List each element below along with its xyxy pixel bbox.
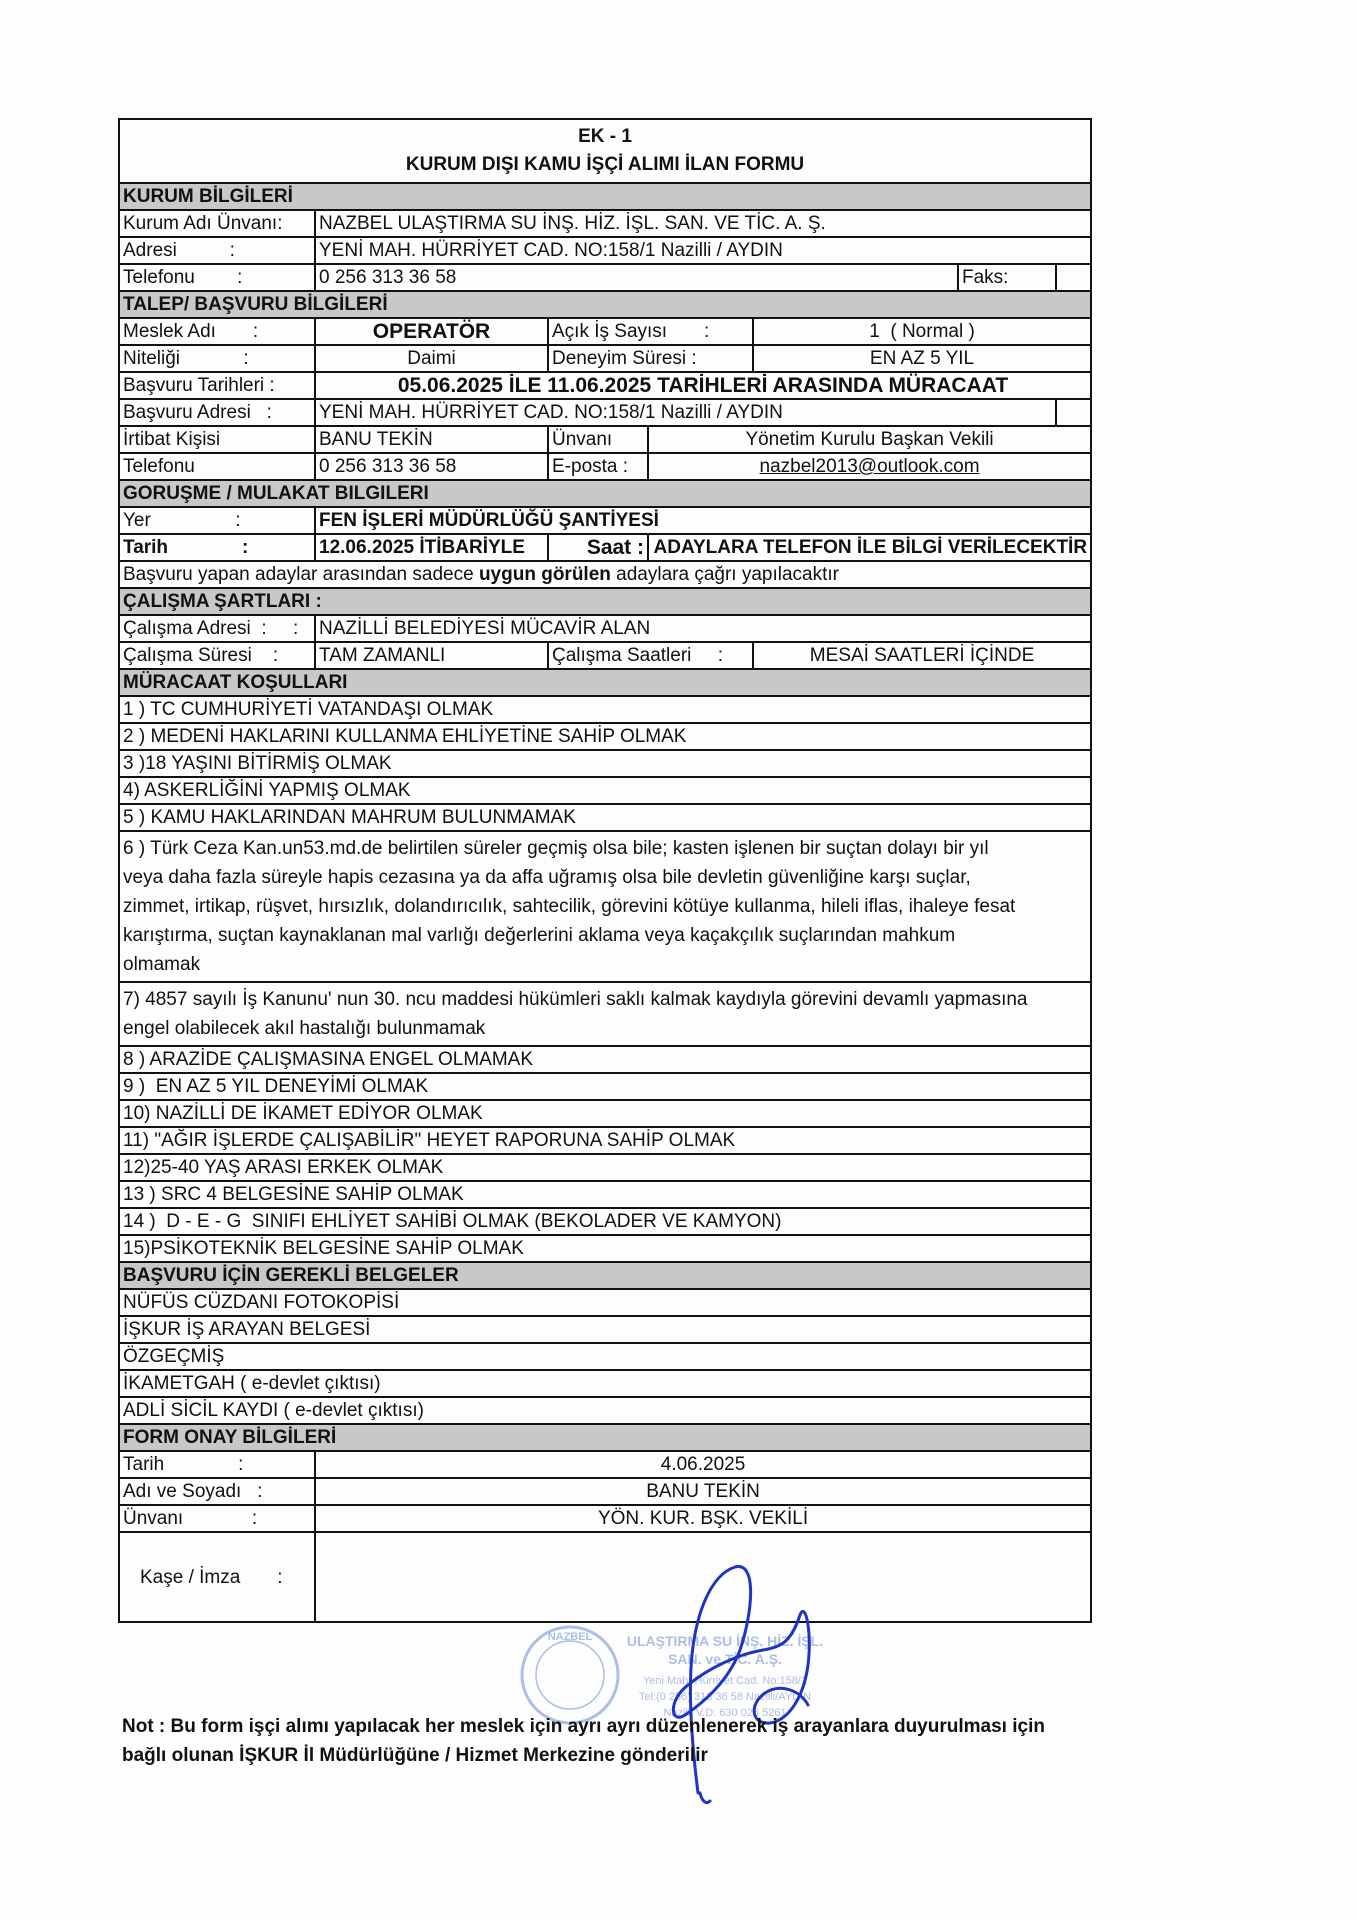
page-title: KURUM DIŞI KAMU İŞÇİ ALIMI İLAN FORMU [405,154,805,175]
muracaat-item: 14 ) D - E - G SINIFI EHLİYET SAHİBİ OLMAK (BEKOLADER VE KAMYON) [119,1208,1091,1235]
stamp-line-6: Nazilli V.D. 630 026 5261 [663,1707,787,1719]
muracaat-item: 15)PSİKOTEKNİK BELGESİNE SAHİP OLMAK [119,1235,1091,1262]
stamp-line-2: ULAŞTIRMA SU İNŞ. HİZ. İŞL. [626,1633,824,1649]
muracaat-item: 3 )18 YAŞINI BİTİRMİŞ OLMAK [119,750,1091,777]
acik-is-label: Açık İş Sayısı : [548,318,753,345]
meslek-label: Meslek Adı : [119,318,315,345]
gorusme-yer-label: Yer : [119,507,315,534]
kurum-adres-label: Adresi : [119,237,315,264]
muracaat-item: 12)25-40 YAŞ ARASI ERKEK OLMAK [119,1154,1091,1181]
onay-unvan-label: Ünvanı : [119,1505,315,1532]
section-belgeler: BAŞVURU İÇİN GEREKLİ BELGELER [119,1262,1091,1289]
meslek-value: OPERATÖR [315,318,548,345]
section-talep: TALEP/ BAŞVURU BİLGİLERİ [119,291,1091,318]
gorusme-note [119,561,1091,588]
muracaat-item: 5 ) KAMU HAKLARINDAN MAHRUM BULUNMAMAK [119,804,1091,831]
basvuru-adres-empty [1056,399,1091,426]
muracaat-item: 4) ASKERLİĞİNİ YAPMIŞ OLMAK [119,777,1091,804]
calisma-sure-label: Çalışma Süresi : [119,642,315,669]
basvuru-adres-value: YENİ MAH. HÜRRİYET CAD. NO:158/1 Nazilli / AYDIN [315,399,1056,426]
calisma-saat-value: MESAİ SAATLERİ İÇİNDE [753,642,1091,669]
acik-is-value: 1 ( Normal ) [753,318,1091,345]
section-calisma: ÇALIŞMA ŞARTLARI : [119,588,1091,615]
onay-tarih-label: Tarih : [119,1451,315,1478]
calisma-adres-label: Çalışma Adresi : : [119,615,315,642]
muracaat-item: 6 ) Türk Ceza Kan.un53.md.de belirtilen süreler geçmiş olsa bile; kasten işlenen bir suçtan dolayı bir yıl veya daha fazla süreyle hapis cezasına ya da affa uğramış olsa bile devletin güvenliğine karşı suçlar, zimmet, irtikap, rüşvet, hırsızlık, dolandırıcılık, sahtecilik, görevini kötüye kullanma, hileli iflas, ihaleye fesat karıştırma, suçtan kaynaklanan mal varlığı değerlerini aklama veya kaçakçılık suçlarından mahkum olmamak [119,831,1091,982]
muracaat-item: 9 ) EN AZ 5 YIL DENEYİMİ OLMAK [119,1073,1091,1100]
irtibat-unvan-value: Yönetim Kurulu Başkan Vekili [648,426,1091,453]
deneyim-value: EN AZ 5 YIL [753,345,1091,372]
section-onay: FORM ONAY BİLGİLERİ [119,1424,1091,1451]
eposta-label: E-posta : [548,453,648,480]
gorusme-saat-value: ADAYLARA TELEFON İLE BİLGİ VERİLECEKTİR [648,534,1091,561]
kurum-unvan-label: Kurum Adı Ünvanı: [119,210,315,237]
deneyim-label: Deneyim Süresi : [548,345,753,372]
calisma-adres-value: NAZİLLİ BELEDİYESİ MÜCAVİR ALAN [315,615,1091,642]
section-muracaat: MÜRACAAT KOŞULLARI [119,669,1091,696]
gorusme-yer-value: FEN İŞLERİ MÜDÜRLÜĞÜ ŞANTİYESİ [315,507,1091,534]
onay-ad-label: Adı ve Soyadı : [119,1478,315,1505]
belge-item: ÖZGEÇMİŞ [119,1343,1091,1370]
onay-ad-value: BANU TEKİN [315,1478,1091,1505]
basvuru-tarih-value: 05.06.2025 İLE 11.06.2025 TARİHLERİ ARASINDA MÜRACAAT [315,372,1091,399]
calisma-sure-value: TAM ZAMANLI [315,642,548,669]
stamp-line-4: Yeni Mah. Hürriyet Cad. No:158/1 [642,1675,808,1687]
muracaat-item: 1 ) TC CUMHURİYETİ VATANDAŞI OLMAK [119,696,1091,723]
irtibat-telefon-label: Telefonu [119,453,315,480]
belge-item: ADLİ SİCİL KAYDI ( e-devlet çıktısı) [119,1397,1091,1424]
kurum-faks [1056,264,1091,291]
footer-note: Not : Bu form işçi alımı yapılacak her meslek için ayrı ayrı düzenlenerek iş arayanlara duyurulması için bağlı olunan İŞKUR İl Müdürlüğüne / Hizmet Merkezine gönderilir [122,1716,1045,1766]
gorusme-note-post: adaylara çağrı yapılacaktır [610,564,840,585]
ek-label: EK - 1 [578,126,632,147]
kurum-telefon: 0 256 313 36 58 [315,264,958,291]
basvuru-adres-label: Başvuru Adresi : [119,399,315,426]
onay-unvan-value: YÖN. KUR. BŞK. VEKİLİ [315,1505,1091,1532]
form-title [119,119,1091,183]
irtibat-label: İrtibat Kişisi [119,426,315,453]
gorusme-tarih-value: 12.06.2025 İTİBARİYLE [315,534,548,561]
basvuru-tarih-label: Başvuru Tarihleri : [119,372,315,399]
onay-tarih-value: 4.06.2025 [315,1451,1091,1478]
irtibat-unvan-label: Ünvanı [548,426,648,453]
kase-label: Kaşe / İmza : [119,1532,315,1622]
stamp-line-5: Tel:(0 256) 313 36 58 Nazilli/AYDIN [638,1691,812,1703]
gorusme-note-pre: Başvuru yapan adaylar arasından sadece [123,564,479,585]
nitelik-label: Niteliği : [119,345,315,372]
kurum-adres: YENİ MAH. HÜRRİYET CAD. NO:158/1 Nazilli / AYDIN [315,237,1091,264]
calisma-saat-label: Çalışma Saatleri : [548,642,753,669]
kurum-unvan: NAZBEL ULAŞTIRMA SU İNŞ. HİZ. İŞL. SAN. VE TİC. A. Ş. [315,210,1091,237]
nitelik-value: Daimi [315,345,548,372]
muracaat-item: 11) "AĞIR İŞLERDE ÇALIŞABİLİR" HEYET RAPORUNA SAHİP OLMAK [119,1127,1091,1154]
stamp-line-1: NAZBEL [547,1631,593,1643]
muracaat-item: 13 ) SRC 4 BELGESİNE SAHİP OLMAK [119,1181,1091,1208]
eposta-value: nazbel2013@outlook.com [648,453,1091,480]
belge-item: İKAMETGAH ( e-devlet çıktısı) [119,1370,1091,1397]
kurum-faks-label: Faks: [958,264,1056,291]
belge-item: İŞKUR İŞ ARAYAN BELGESİ [119,1316,1091,1343]
gorusme-note-bold: uygun görülen [478,564,611,585]
belge-item: NÜFÜS CÜZDANI FOTOKOPİSİ [119,1289,1091,1316]
irtibat-telefon-value: 0 256 313 36 58 [315,453,548,480]
gorusme-tarih-label: Tarih : [119,534,315,561]
signature [640,1555,840,1815]
irtibat-value: BANU TEKİN [315,426,548,453]
kurum-telefon-label: Telefonu : [119,264,315,291]
section-kurum: KURUM BİLGİLERİ [119,183,1091,210]
muracaat-item: 2 ) MEDENİ HAKLARINI KULLANMA EHLİYETİNE SAHİP OLMAK [119,723,1091,750]
section-gorusme: GORUŞME / MULAKAT BILGILERI [119,480,1091,507]
muracaat-item: 10) NAZİLLİ DE İKAMET EDİYOR OLMAK [119,1100,1091,1127]
muracaat-item: 7) 4857 sayılı İş Kanunu' nun 30. ncu maddesi hükümleri saklı kalmak kaydıyla görevini devamlı yapmasına engel olabilecek akıl hastalığı bulunmamak [119,982,1091,1046]
ilan-form-table [118,118,1092,1623]
gorusme-saat-label: Saat : [548,534,648,561]
stamp-line-3: SAN. ve TİC. A.Ş. [668,1651,782,1667]
muracaat-item: 8 ) ARAZİDE ÇALIŞMASINA ENGEL OLMAMAK [119,1046,1091,1073]
